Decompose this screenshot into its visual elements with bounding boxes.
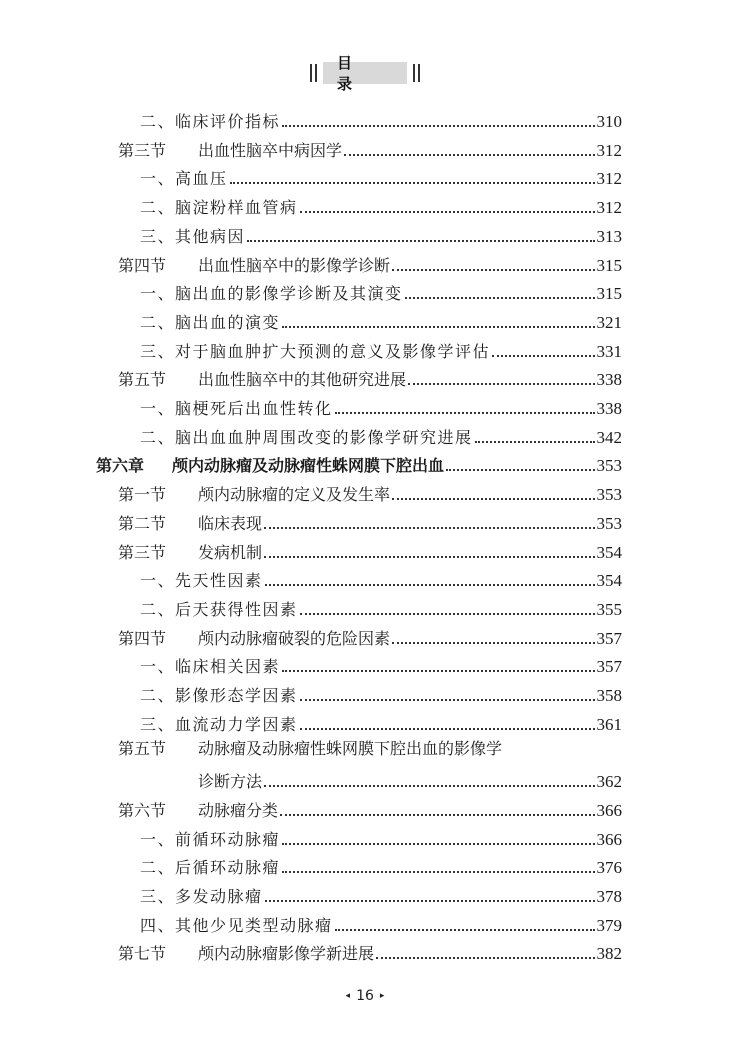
- item-title: 一、临床相关因素: [140, 657, 281, 677]
- dot-leader: [264, 527, 594, 529]
- section-title: 颅内动脉瘤影像学新进展: [198, 944, 375, 964]
- dot-leader: [265, 584, 595, 586]
- toc-section-heading[interactable]: [118, 738, 502, 760]
- page-title: 目 录: [337, 54, 367, 93]
- item-title: 一、先天性因素: [140, 571, 263, 591]
- toc-item[interactable]: [140, 308, 622, 334]
- header-title-box: [310, 54, 420, 93]
- page-ref: 376: [596, 858, 622, 878]
- section-title: 临床表现: [198, 513, 263, 533]
- item-title: 二、临床评价指标: [140, 112, 281, 131]
- section-heading-text: [118, 369, 406, 391]
- dot-leader: [265, 900, 595, 902]
- header-bar-decoration: [315, 64, 317, 82]
- item-title: 三、多发动脉瘤: [140, 886, 263, 906]
- item-title: 二、影像形态学因素: [140, 686, 298, 705]
- item-title: 一、前循环动脉瘤: [140, 829, 281, 849]
- toc-section-heading[interactable]: [118, 939, 622, 965]
- section-heading-text: [118, 140, 342, 162]
- item-title: 三、血流动力学因素: [140, 714, 298, 734]
- page-ref: 312: [596, 169, 622, 189]
- chapter-number: 第六章: [96, 456, 145, 476]
- dot-leader: [300, 211, 595, 213]
- section-number: 第三节: [118, 542, 167, 562]
- page-ref: 358: [596, 686, 622, 705]
- right-arrow-icon: ▸: [379, 991, 385, 1001]
- toc-item[interactable]: [140, 681, 622, 707]
- section-number: 第七节: [118, 944, 167, 964]
- toc-section-continuation[interactable]: [198, 767, 622, 793]
- toc-item[interactable]: [140, 882, 622, 908]
- page-ref: 361: [596, 714, 622, 734]
- section-title: 出血性脑卒中的其他研究进展: [198, 370, 407, 390]
- page-ref: 354: [596, 542, 622, 562]
- toc-item[interactable]: [140, 279, 622, 305]
- section-heading-text: [118, 628, 390, 650]
- dot-leader: [335, 929, 595, 931]
- section-number: 第四节: [118, 628, 167, 648]
- toc-section-heading[interactable]: [118, 796, 622, 822]
- section-number: 第六节: [118, 800, 167, 820]
- toc-item[interactable]: [140, 164, 622, 190]
- item-title: 二、脑淀粉样血管病: [140, 198, 298, 218]
- section-number: 第四节: [118, 255, 167, 275]
- toc-item[interactable]: [140, 107, 622, 133]
- toc-section-heading[interactable]: [118, 509, 622, 535]
- section-number: 第五节: [118, 370, 167, 390]
- page-header: [0, 54, 730, 93]
- dot-leader: [335, 412, 595, 414]
- dot-leader: [282, 125, 594, 127]
- item-title: 三、其他病因: [140, 226, 246, 246]
- page-footer: [0, 988, 730, 1004]
- page-ref: 355: [596, 599, 622, 619]
- item-title: 二、后循环动脉瘤: [140, 858, 281, 878]
- header-bar-decoration: [413, 64, 415, 82]
- toc-section-heading[interactable]: [118, 624, 622, 650]
- toc-item[interactable]: [140, 394, 622, 420]
- item-title: 二、脑出血的演变: [140, 312, 281, 332]
- toc-item[interactable]: [140, 595, 622, 621]
- chapter-heading-text: [96, 455, 444, 477]
- item-title: 二、脑出血血肿周围改变的影像学研究进展: [140, 427, 473, 447]
- toc-item[interactable]: [140, 825, 622, 851]
- dot-leader: [392, 642, 594, 644]
- item-title: 一、脑出血的影像学诊断及其演变: [140, 284, 403, 304]
- page-ref: 353: [596, 485, 622, 505]
- item-title: 一、高血压: [140, 169, 228, 189]
- header-title-background: [323, 54, 407, 93]
- page-ref: 354: [596, 571, 622, 591]
- dot-leader: [492, 355, 594, 357]
- page-ref: 321: [596, 312, 622, 332]
- page-ref: 310: [596, 112, 622, 131]
- page-ref: 315: [596, 255, 622, 275]
- dot-leader: [282, 326, 594, 328]
- page-ref: 357: [596, 657, 622, 677]
- section-heading-text: [118, 255, 390, 277]
- dot-leader: [264, 556, 594, 558]
- section-title: 出血性脑卒中病因学: [198, 140, 343, 160]
- dot-leader: [264, 785, 594, 787]
- dot-leader: [376, 957, 594, 959]
- chapter-title: 颅内动脉瘤及动脉瘤性蛛网膜下腔出血: [172, 456, 445, 476]
- section-title: 颅内动脉瘤的定义及发生率: [198, 485, 391, 505]
- toc-item[interactable]: [140, 222, 622, 248]
- page-number: 16: [356, 988, 374, 1004]
- section-heading-text: [118, 513, 262, 535]
- dot-leader: [300, 699, 595, 701]
- page-ref: 331: [596, 341, 622, 361]
- toc-item[interactable]: [140, 853, 622, 879]
- page-ref: 378: [596, 886, 622, 906]
- dot-leader: [282, 843, 594, 845]
- toc-item[interactable]: [140, 423, 622, 449]
- page-ref: 338: [596, 370, 622, 390]
- toc-section-heading[interactable]: [118, 251, 622, 277]
- dot-leader: [300, 613, 595, 615]
- toc-section-heading[interactable]: [118, 480, 622, 506]
- section-title: 发病机制: [198, 542, 263, 562]
- page-ref: 379: [596, 915, 622, 935]
- toc-section-heading[interactable]: [118, 538, 622, 564]
- page-ref: 366: [596, 800, 622, 820]
- page-ref: 342: [596, 427, 622, 447]
- section-number: 第三节: [118, 140, 167, 160]
- dot-leader: [282, 670, 594, 672]
- dot-leader: [282, 871, 594, 873]
- toc-item[interactable]: [140, 911, 622, 937]
- dot-leader: [392, 269, 594, 271]
- dot-leader: [344, 154, 594, 156]
- page-ref: 338: [596, 399, 622, 418]
- section-heading-text: [118, 943, 374, 965]
- toc-item[interactable]: [140, 337, 622, 363]
- section-title: 出血性脑卒中的影像学诊断: [198, 255, 391, 275]
- section-title: 动脉瘤及动脉瘤性蛛网膜下腔出血的影像学: [198, 739, 503, 759]
- page-ref: 366: [596, 829, 622, 849]
- section-number: 第一节: [118, 485, 167, 505]
- dot-leader: [280, 814, 594, 816]
- dot-leader: [405, 297, 595, 299]
- left-arrow-icon: ◂: [345, 991, 351, 1001]
- item-title: 二、后天获得性因素: [140, 599, 298, 619]
- page-ref: 382: [596, 944, 622, 964]
- dot-leader: [408, 383, 594, 385]
- toc-section-heading[interactable]: [118, 365, 622, 391]
- section-number: 第五节: [118, 739, 167, 759]
- item-title: 四、其他少见类型动脉瘤: [140, 915, 333, 935]
- header-bar-decoration: [310, 64, 312, 82]
- page-ref: 315: [596, 284, 622, 304]
- toc-chapter-heading[interactable]: [96, 451, 622, 477]
- dot-leader: [247, 240, 594, 242]
- page-ref: 353: [596, 456, 622, 476]
- section-title: 动脉瘤分类: [198, 800, 279, 820]
- toc-item[interactable]: [140, 710, 622, 736]
- dot-leader: [300, 728, 595, 730]
- page-ref: 353: [596, 513, 622, 533]
- toc-section-heading[interactable]: [118, 136, 622, 162]
- toc-item[interactable]: [140, 566, 622, 592]
- item-title: 一、脑梗死后出血性转化: [140, 399, 333, 418]
- section-heading-text: [118, 800, 278, 822]
- page-ref: 312: [596, 198, 622, 218]
- dot-leader: [230, 182, 595, 184]
- toc-item[interactable]: [140, 193, 622, 219]
- toc-item[interactable]: [140, 652, 622, 678]
- section-heading-text: [118, 484, 390, 506]
- dot-leader: [392, 498, 594, 500]
- item-title: 三、对于脑血肿扩大预测的意义及影像学评估: [140, 341, 491, 361]
- page-ref: 357: [596, 628, 622, 648]
- page-ref: 312: [596, 140, 622, 160]
- header-bar-decoration: [418, 64, 420, 82]
- page-ref: 313: [596, 226, 622, 246]
- dot-leader: [475, 441, 595, 443]
- section-heading-text: [118, 542, 262, 564]
- section-title: 颅内动脉瘤破裂的危险因素: [198, 628, 391, 648]
- dot-leader: [446, 469, 594, 471]
- page-ref: 362: [596, 772, 622, 792]
- section-number: 第二节: [118, 513, 167, 533]
- section-title-continuation: 诊断方法: [198, 772, 263, 792]
